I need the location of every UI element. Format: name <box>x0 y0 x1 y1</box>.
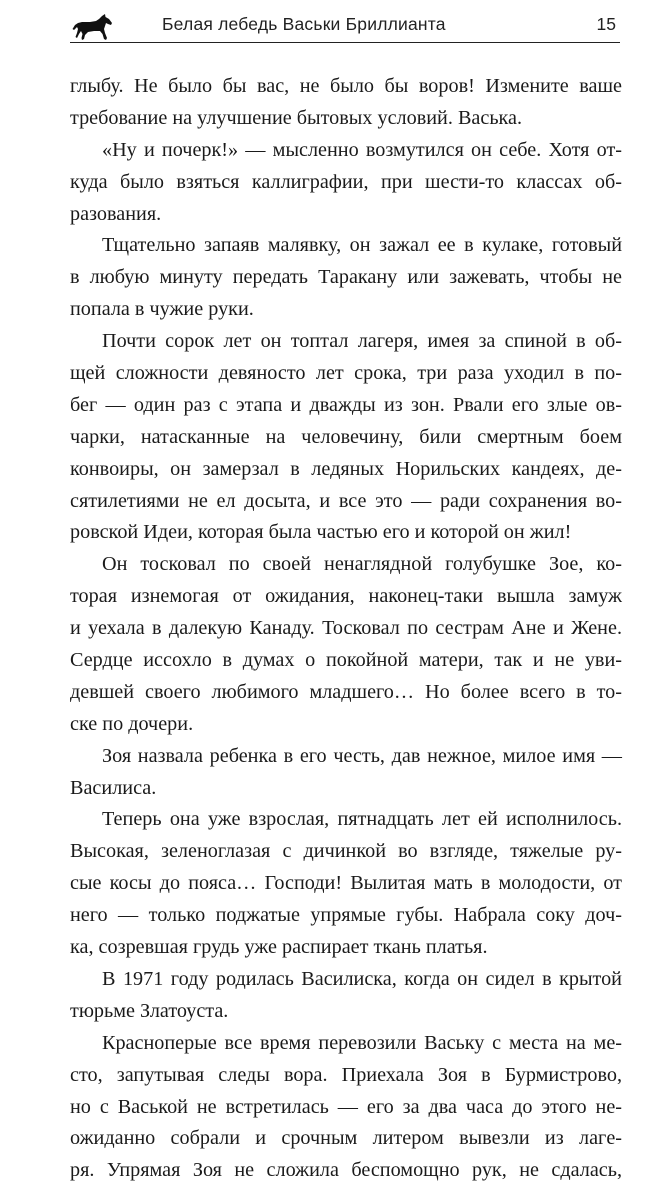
text-line: глыбу. Не было бы вас, не было бы воров! Измените ваше <box>70 75 622 97</box>
text-line: в любую минуту передать Таракану или зажевать, чтобы не <box>70 266 622 289</box>
text-line: ске по дочери. <box>70 712 194 735</box>
text-line: и уехала в далекую Канаду. Тосковал по сестрам Ане и Жене. <box>70 617 622 640</box>
text-line: ровской Идеи, которая была частью его и которой он жил! <box>70 521 572 544</box>
text-line: Тщательно запаяв малявку, он зажал ее в кулаке, готовый <box>102 234 622 257</box>
text-line: «Ну и почерк!» — мысленно возмутился он себе. Хотя от- <box>102 138 622 161</box>
text-line: разования. <box>70 202 162 225</box>
text-line: Сердце иссохло в думах о покойной матери, так и не уви- <box>70 649 622 672</box>
text-line: но с Васькой не встретилась — его за два часа до этого не- <box>70 1095 622 1118</box>
text-line: Красноперые все время перевозили Ваську с места на ме- <box>102 1031 622 1054</box>
text-line: Он тосковал по своей ненаглядной голубушке Зое, ко- <box>102 553 622 576</box>
text-line: Теперь она уже взрослая, пятнадцать лет ей исполнилось. <box>102 808 622 831</box>
page-number: 15 <box>596 14 616 34</box>
text-line: Почти сорок лет он топтал лагеря, имея за спиной в об- <box>102 330 622 353</box>
text-line: сятилетиями не ел досыта, и все это — ради сохранения во- <box>70 489 622 512</box>
running-title: Белая лебедь Васьки Бриллианта <box>162 14 446 34</box>
text-line: ря. Упрямая Зоя не сложила беспомощно рук, не сдалась, <box>70 1159 622 1182</box>
text-line: ожиданно собрали и срочным литером вывезли из лагe- <box>70 1127 622 1150</box>
text-line: Зоя назвала ребенка в его честь, дав нежное, милое имя — <box>102 744 622 767</box>
page-header <box>70 8 620 43</box>
text-line: щей сложности девяносто лет срока, три раза уходил в по- <box>70 362 622 385</box>
horse-icon <box>72 14 114 42</box>
text-line: попала в чужие руки. <box>70 298 254 321</box>
text-line: сые косы до пояса… Господи! Вылитая мать в молодости, от <box>70 872 622 895</box>
text-line: сто, запутывая следы вора. Приехала Зоя в Бурмистрово, <box>70 1063 622 1086</box>
text-line: куда было взяться каллиграфии, при шести-то классах об- <box>70 170 622 193</box>
text-line: бег — один раз с этапа и дважды из зон. Рвали его злые ов- <box>70 393 622 416</box>
text-line: ка, созревшая грудь уже распирает ткань платья. <box>70 936 488 959</box>
text-line: требование на улучшение бытовых условий. Васька. <box>70 106 523 129</box>
text-line: торая изнемогая от ожидания, наконец-таки вышла замуж <box>70 585 622 608</box>
text-line: конвоиры, он замерзал в ледяных Норильских кандеях, де- <box>70 457 622 480</box>
text-line: Василиса. <box>70 776 157 799</box>
text-line: В 1971 году родилась Василиска, когда он сидел в крытой <box>102 967 622 990</box>
text-line: него — только поджатые упрямые губы. Набрала соку доч- <box>70 904 622 927</box>
text-line: чарки, натасканные на человечину, били смертным боем <box>70 425 622 448</box>
text-line: девшей своего любимого младшего… Но более всего в то- <box>70 680 622 703</box>
text-line: Высокая, зеленоглазая с дичинкой во взгляде, тяжелые ру- <box>70 840 622 863</box>
body-text <box>70 71 622 1187</box>
text-line: тюрьме Златоуста. <box>70 999 229 1022</box>
